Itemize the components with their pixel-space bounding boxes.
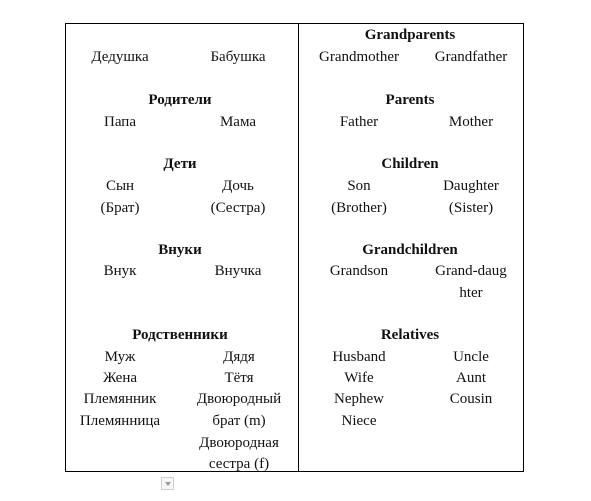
- left-nephew: Племянник: [83, 391, 157, 407]
- right-son: Son: [347, 178, 371, 194]
- left-sister: (Сестра): [210, 200, 266, 216]
- left-aunt: Тётя: [224, 370, 254, 386]
- left-parents-heading: Родители: [148, 92, 212, 108]
- left-brother: (Брат): [100, 200, 140, 216]
- left-father: Папа: [104, 114, 136, 130]
- left-grandchildren-heading: Внуки: [158, 242, 202, 258]
- right-niece: Niece: [341, 413, 377, 429]
- left-cousin-f-line2: сестра (f): [208, 456, 270, 472]
- table-menu-dropdown-icon[interactable]: [161, 477, 174, 490]
- right-father: Father: [339, 114, 379, 130]
- right-grandparents-heading: Grandparents: [364, 27, 456, 43]
- left-grandson: Внук: [103, 263, 137, 279]
- left-grandmother: Бабушка: [210, 49, 266, 65]
- right-cousin: Cousin: [449, 391, 493, 407]
- right-children-heading: Children: [381, 156, 439, 172]
- left-cousin-m-line2: брат (m): [212, 413, 266, 429]
- right-mother: Mother: [448, 114, 494, 130]
- right-uncle: Uncle: [453, 349, 489, 365]
- right-grandmother: Grandmother: [319, 49, 399, 65]
- left-cousin-m-line1: Двоюродный: [196, 391, 282, 407]
- right-husband: Husband: [332, 349, 386, 365]
- left-mother: Мама: [219, 114, 257, 130]
- right-granddaughter-line2: hter: [459, 285, 483, 301]
- left-niece: Племянница: [79, 413, 161, 429]
- right-wife: Wife: [344, 370, 374, 386]
- right-parents-heading: Parents: [385, 92, 435, 108]
- left-son: Сын: [105, 178, 135, 194]
- right-aunt: Aunt: [456, 370, 486, 386]
- right-grandchildren-heading: Grandchildren: [362, 242, 458, 258]
- left-daughter: Дочь: [222, 178, 254, 194]
- column-divider: [298, 23, 299, 472]
- right-nephew: Nephew: [334, 391, 384, 407]
- right-grandson: Grandson: [329, 263, 389, 279]
- right-grandfather: Grandfather: [434, 49, 508, 65]
- left-wife: Жена: [102, 370, 138, 386]
- left-relatives-heading: Родственники: [132, 327, 228, 343]
- left-grandfather: Дедушка: [91, 49, 149, 65]
- left-uncle: Дядя: [223, 349, 255, 365]
- left-granddaughter: Внучка: [214, 263, 262, 279]
- right-granddaughter-line1: Grand-daug: [435, 263, 507, 279]
- right-daughter: Daughter: [443, 178, 499, 194]
- left-cousin-f-line1: Двоюродная: [199, 435, 279, 451]
- right-sister: (Sister): [448, 200, 494, 216]
- right-relatives-heading: Relatives: [380, 327, 440, 343]
- right-brother: (Brother): [331, 200, 387, 216]
- left-husband: Муж: [104, 349, 136, 365]
- left-children-heading: Дети: [163, 156, 197, 172]
